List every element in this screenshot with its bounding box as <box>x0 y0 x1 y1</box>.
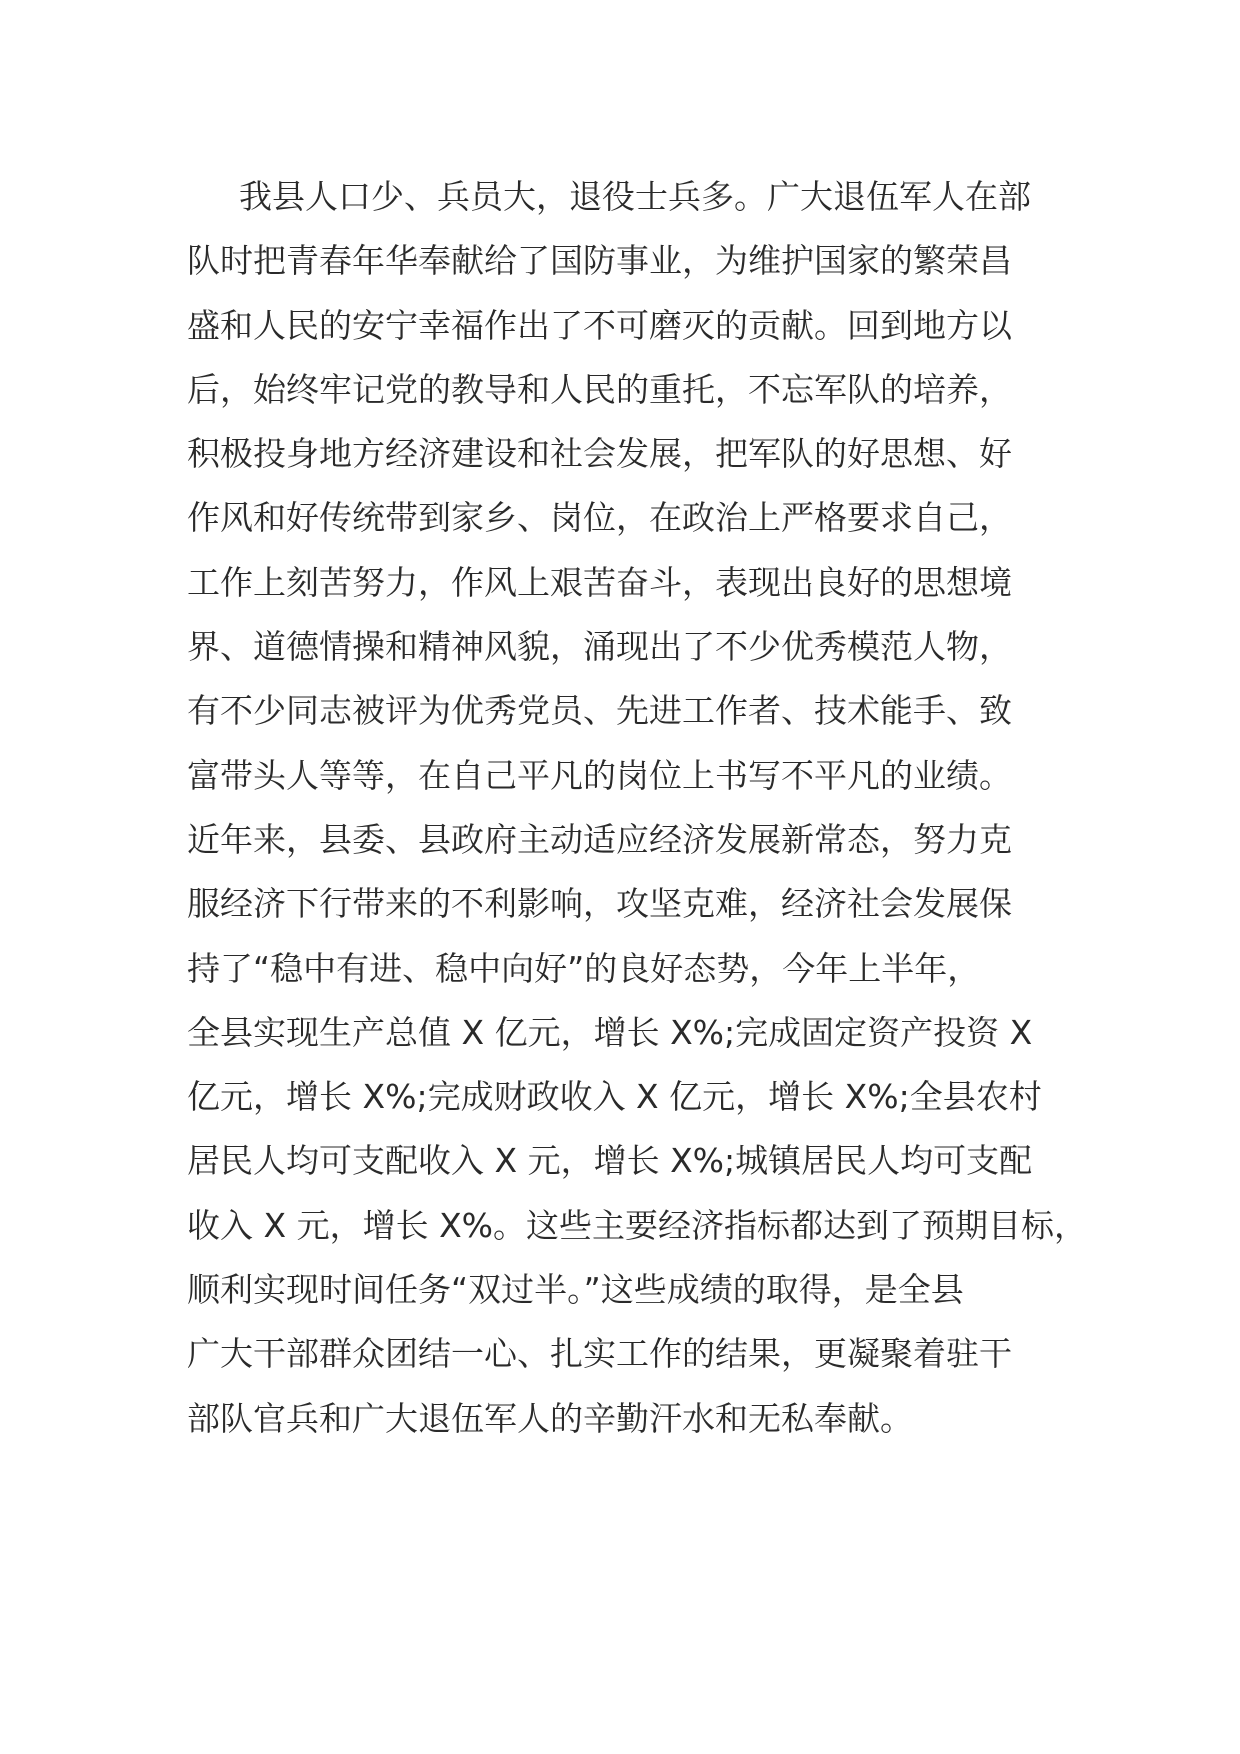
text-line: 服经济下行带来的不利影响，攻坚克难，经济社会发展保 <box>187 884 1012 924</box>
text-line: 作风和好传统带到家乡、岗位，在政治上严格要求自己， <box>187 498 1012 538</box>
text-line: 积极投身地方经济建设和社会发展，把军队的好思想、好 <box>187 434 1012 474</box>
text-line: 部队官兵和广大退伍军人的辛勤汗水和无私奉献。 <box>187 1398 913 1438</box>
text-line: 持了“稳中有进、稳中向好”的良好态势，今年上半年， <box>187 948 981 988</box>
text-line: 我县人口少、兵员大，退役士兵多。广大退伍军人在部 <box>239 177 1031 216</box>
text-line: 顺利实现时间任务“双过半。”这些成绩的取得，是全县 <box>187 1270 964 1310</box>
text-line: 队时把青春年华奉献给了国防事业，为维护国家的繁荣昌 <box>187 241 1012 281</box>
text-line: 工作上刻苦努力，作风上艰苦奋斗，表现出良好的思想境 <box>187 562 1012 602</box>
text-line: 近年来，县委、县政府主动适应经济发展新常态，努力克 <box>187 819 1012 859</box>
text-line: 盛和人民的安宁幸福作出了不可磨灭的贡献。回到地方以 <box>187 305 1012 345</box>
body-paragraph <box>187 165 1087 1451</box>
text-line: 富带头人等等，在自己平凡的岗位上书写不平凡的业绩。 <box>187 755 1012 795</box>
text-line: 有不少同志被评为优秀党员、先进工作者、技术能手、致 <box>187 691 1012 731</box>
text-line: 全县实现生产总值 X 亿元，增长 X%;完成固定资产投资 X <box>187 1012 1033 1052</box>
text-line: 界、道德情操和精神风貌，涌现出了不少优秀模范人物， <box>187 627 1012 667</box>
text-line: 收入 X 元，增长 X%。这些主要经济指标都达到了预期目标， <box>187 1205 1088 1245</box>
text-line: 亿元，增长 X%;完成财政收入 X 亿元，增长 X%;全县农村 <box>187 1077 1042 1117</box>
text-line: 后，始终牢记党的教导和人民的重托，不忘军队的培养， <box>187 369 1012 409</box>
text-line: 居民人均可支配收入 X 元，增长 X%;城镇居民人均可支配 <box>187 1141 1033 1181</box>
text-line: 广大干部群众团结一心、扎实工作的结果，更凝聚着驻干 <box>187 1334 1012 1374</box>
